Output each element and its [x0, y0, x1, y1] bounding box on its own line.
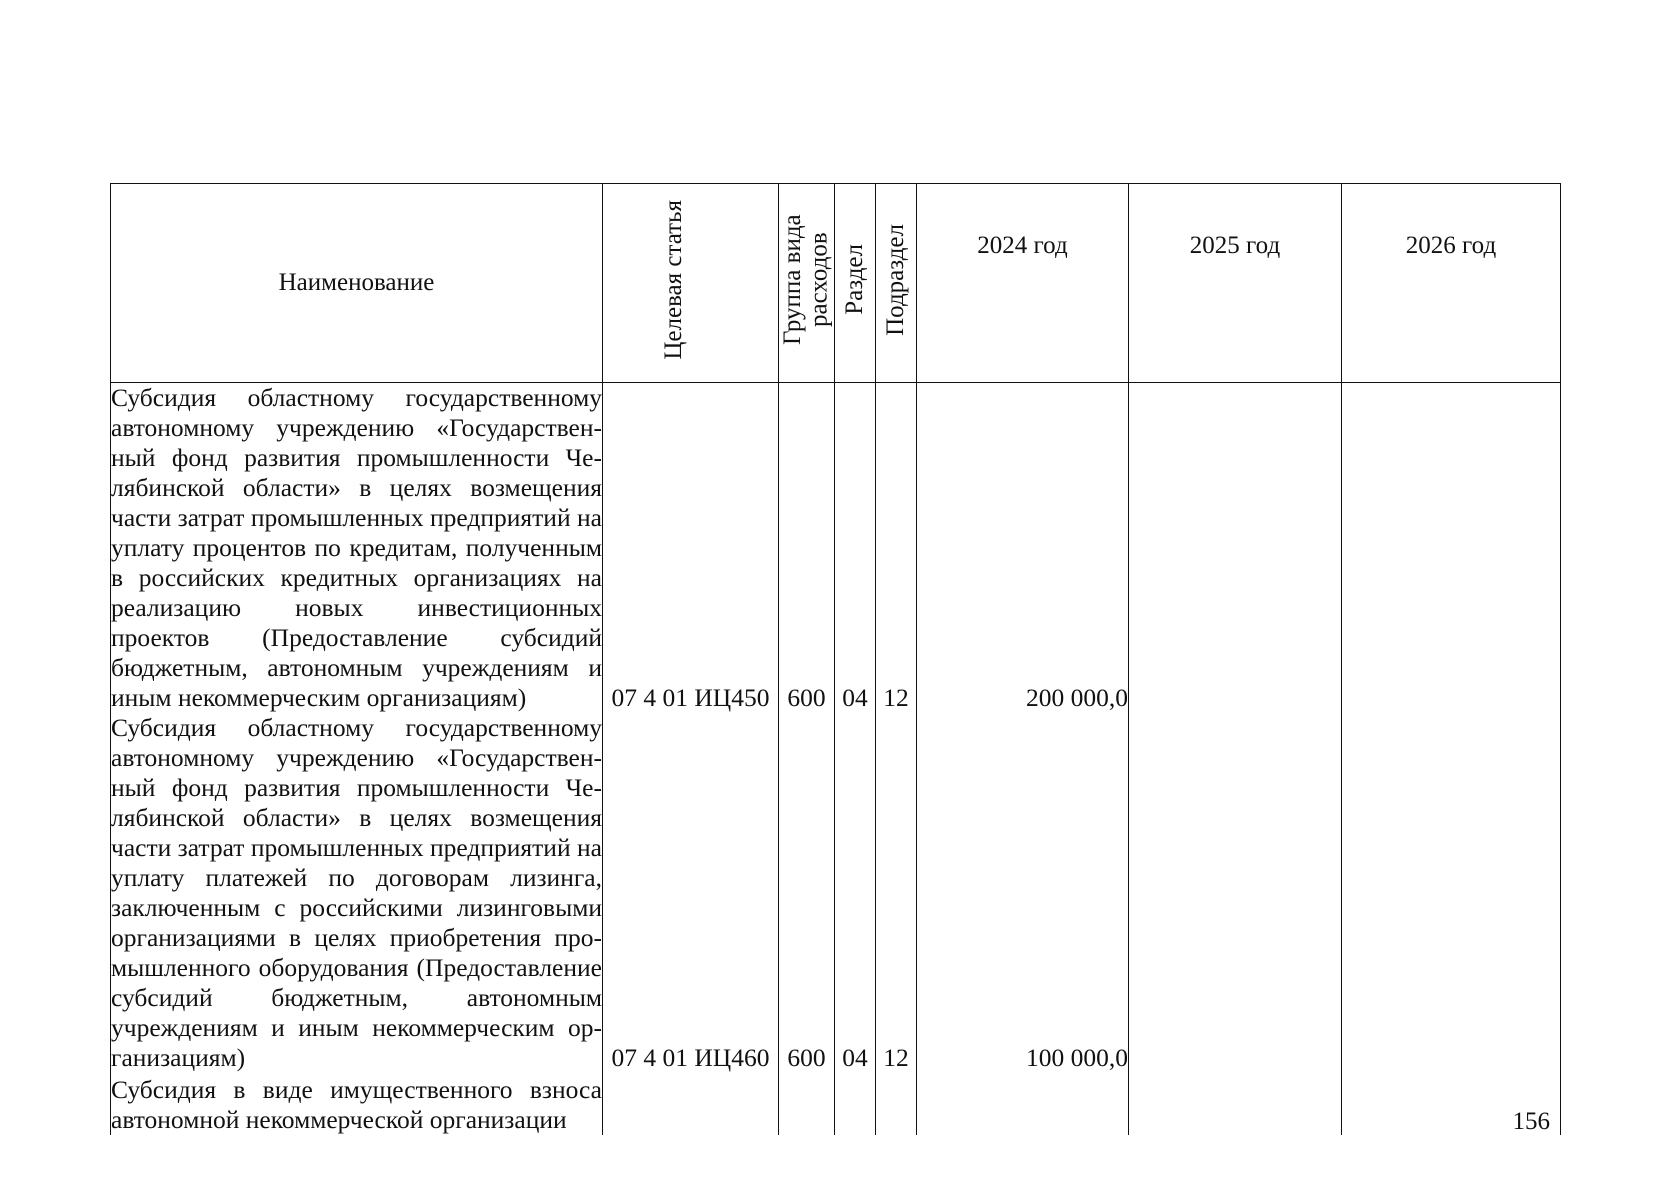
- row-amount-2025: [1129, 1073, 1342, 1135]
- row-target-article: [603, 1073, 779, 1135]
- header-subsection: [876, 184, 917, 383]
- row-expense-group: 600: [779, 713, 835, 1073]
- row-section: [835, 1073, 876, 1135]
- budget-table: [110, 183, 1561, 1135]
- row-amount-2024: 200 000,0: [917, 383, 1129, 714]
- header-row: [111, 184, 1561, 383]
- header-section-text: Раздел: [840, 244, 868, 315]
- page-number: 156: [1512, 1108, 1550, 1135]
- row-subsection: 12: [876, 383, 917, 714]
- row-subsection: [876, 1073, 917, 1135]
- header-name: Наименование: [111, 184, 603, 383]
- row-section: 04: [835, 383, 876, 714]
- row-name: Субсидия областному государственному автономному учреждению «Государственный фонд развития промышленности Челябинской области» в целях возмещения части затрат промышленных предприятий на уплату процентов по кредитам, полученным в российских кредитных организациях на реализацию новых инвестиционных проектов (Предоставление субсидий бюджетным, автономным учреждениям и иным некоммерческим организациям): [111, 383, 602, 712]
- row-amount-2025: [1129, 383, 1342, 714]
- row-target-article: 07 4 01 ИЦ460: [603, 713, 779, 1073]
- row-expense-group: 600: [779, 383, 835, 714]
- header-2025: 2025 год: [1129, 184, 1342, 383]
- row-name: Субсидия в виде имущественного взноса автономной некоммерческой организации: [111, 1075, 602, 1134]
- header-section: [835, 184, 876, 383]
- row-expense-group: [779, 1073, 835, 1135]
- header-2024: 2024 год: [917, 184, 1129, 383]
- row-amount-2026: [1342, 383, 1561, 714]
- row-name: Субсидия областному государственному автономному учреждению «Государственный фонд развития промышленности Челябинской области» в целях возмещения части затрат промышленных предприятий на уплату платежей по договорам лизинга, заключенным с российскими лизинговыми организациями в целях приобретения промышленного оборудования (Предоставление субсидий бюджетным, автономным учреждениям и иным некоммерческим организациям): [111, 713, 602, 1072]
- header-target-article-text: Целевая статья: [659, 199, 687, 360]
- row-subsection: 12: [876, 713, 917, 1073]
- row-amount-2024: 100 000,0: [917, 713, 1129, 1073]
- row-amount-2026: [1342, 713, 1561, 1073]
- row-amount-2025: [1129, 713, 1342, 1073]
- header-expense-group: [779, 184, 835, 383]
- header-target-article: [603, 184, 779, 383]
- table-row: [111, 1073, 1561, 1135]
- header-subsection-text: Подраздел: [881, 223, 909, 336]
- row-section: 04: [835, 713, 876, 1073]
- header-expense-group-text: Группа вида расходов: [778, 214, 832, 345]
- table-row: [111, 383, 1561, 714]
- table-row: [111, 713, 1561, 1073]
- row-target-article: 07 4 01 ИЦ450: [603, 383, 779, 714]
- header-2026: 2026 год: [1342, 184, 1561, 383]
- row-amount-2024: [917, 1073, 1129, 1135]
